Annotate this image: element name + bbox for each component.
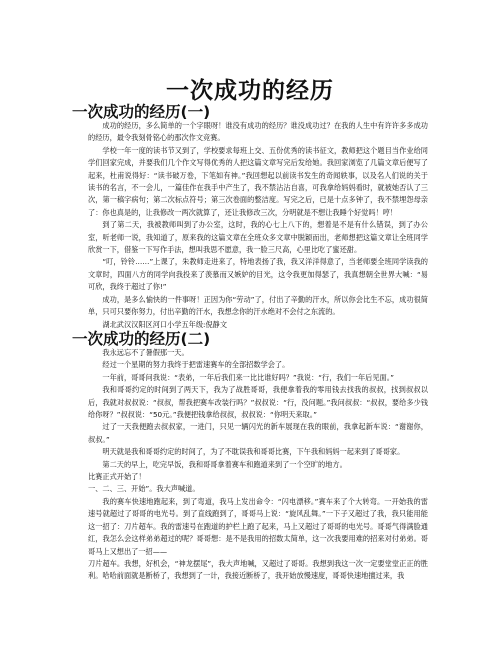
document-title: 一次成功的经历 [166,78,334,104]
paragraph: “叮，铃铃……”上课了，朱教师走进来了，特地表扬了我，我又洋洋得意了，当老师要全班同学读我的文章时，四面八方的同学向我投来了羡慕而又嫉妒的目光，这令我更加得瑟了，我真想朝全世界大喊：“易可欣，我终于超过了你!” [88,257,428,292]
paragraph: 我的赛车快速地跑起来，到了弯道，我马上发出命令：“闪电漂移。”赛车来了个大转弯。一开始我的雷速号就超过了哥哥的电光号。到了直线跑到了，哥哥马上说：“旋风乱舞。”一下子又超过了我，我只能用能这一招了：刀片超车。我的雷速号在跑道的护栏上跑了起来，马上又超过了哥哥的电光号。哥哥气得满脸通红，我怎么会这样弟弟超过的呢？哥哥想：是不是我用的招数太简单，这一次我要用难的招来对付弟弟。哥哥马上又想出了一招—— [88,496,428,556]
paragraph: 我和哥哥约定的时间到了两天下，我为了战胜哥哥，我便拿着我的零用钱去找我的叔叔，找到叔叔以后，我就对叔叔说：“叔叔，帮我把赛车改装行吗？”叔叔说：“行，没问题。”我问叔叔：“叔叔，要给多少钱给你呀？”叔叔说：“50元。”我便把钱拿给叔叔，叔叔说：“你明天来取。” [88,385,428,420]
section-body-1 [88,120,428,331]
paragraph: 成功，是多么愉快的一件事呀！正因为你“劳动”了，付出了辛勤的汗水，所以你会比生不忘，成功很简单，只可只要你努力，付出辛勤的汗水，我想念你的汗水绝对不会付之东流的。 [88,294,428,317]
paragraph: 学校一年一度的读书节又到了，学校要求每班上交、五份优秀的读书征文，教师把这个题目当作业给同学们回家完成，并要我们几个作文写得优秀的人把这篇文章写完后发给她。我回家浏览了几篇文章后便写了起来，杜甫说得好：“读书破万卷，下笔如有神。”我回想起以前读书发生的奇闻轶事，以及名人们说的关于读书的名言，不一会儿，一篇佳作在我手中产生了，我不禁沾沾自喜，可我拿给妈妈看时，就被她否认了三次，第一稿字病句；第二次标点符号；第三次卷面的整洁度。写完之后，已是十点多钟了，我不禁埋怨母亲了：你也真是的，让我修改一两次就算了，还让我修改三次，分明就是不想让我睡个好觉吗！哼！ [88,145,428,217]
paragraph: 比赛正式开始了！ [88,472,146,482]
section-heading-1: 一次成功的经历(一) [72,103,211,121]
paragraph: 成功的经历，多么简单的一个字眼呀！谁没有成功的经历？谁没成功过？在我的人生中有许许多多成功的经历，最令我刻骨铭心的那次作文竞赛。 [88,121,428,143]
section-heading-2: 一次成功的经历(二) [72,330,211,348]
paragraph: 到了第二天，我被教师叫到了办公室，这时，我的心七上八下的，想着是不是有什么错误，到了办公室，听老师一说，我知道了，原来我的这篇文章在全班众多文章中脱颖而出，老师想把这篇文章让全班同学欣赏一下，借鉴一下写作手法，想叫我思不愿意，我一脸三尺高，心里比吃了蜜还甜。 [88,220,428,255]
paragraph: 我永远忘不了暑假那一天。 [102,348,189,357]
paragraph: 一、二、三、开始”。我大声喊道。 [88,484,200,494]
paragraph: 刀片超车。我想，好机会，“神龙摆尾”，我大声地喊，又超过了哥哥。我想到我这一次一定要堂堂正正的胜利。哈哈前面就是断桥了，我想到了一计，我接近断桥了，我开始放慢速度，哥哥快速地擅过来，我 [88,558,428,581]
paragraph: 第二天的早上，吃完早饭，我和哥哥拿着赛车和跑道来到了一个空旷的地方。 [102,459,347,469]
author-line: 湖北武汉汉阳区河口小学五年级:倪静文 [102,319,228,329]
paragraph: 明天就是我和哥哥约定的时间了，为了不耽误我和哥哥比赛，下午我和妈妈一起来到了哥哥家。 [102,447,405,457]
section-body-2 [88,347,428,583]
paragraph: 经过一个星期的努力我终于把雷速赛车的全部招数学会了。 [102,360,290,370]
paragraph: 一年前，哥哥问我说：“表弟，一年后我们来一比比谁好吗？”我说：“行，我们一年后见面。” [102,372,395,382]
paragraph: 过了一天我便跑去叔叔家，一进门，只见一辆闪光的新车展现在我的眼前，我拿起新车说：“谢谢你，叔叔。” [88,422,428,444]
